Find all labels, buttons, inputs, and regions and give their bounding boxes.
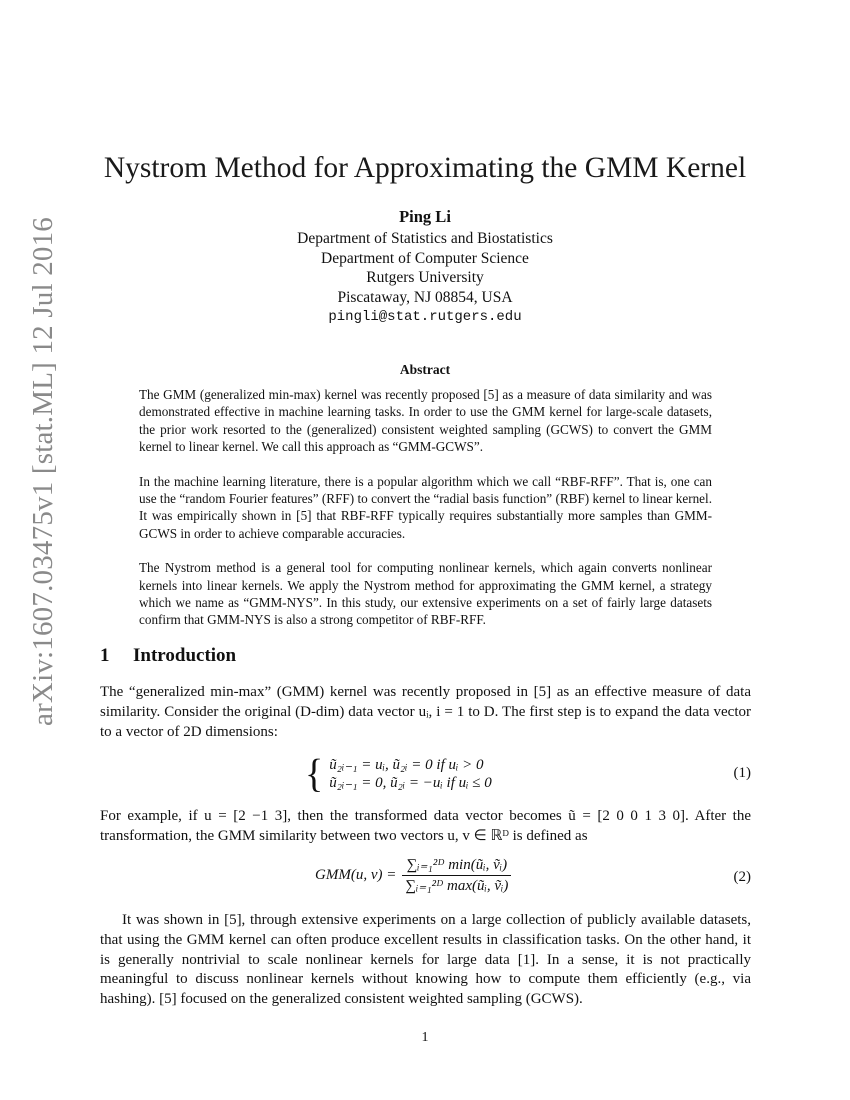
author-email: pingli@stat.rutgers.edu: [328, 309, 522, 325]
body-paragraph-1: The “generalized min-max” (GMM) kernel was recently proposed in [5] as an effective measure of data similarity. Consider the original (D-dim) data vector uᵢ, i = 1 to D. The first step is to expand the data vector to a vector of 2D dimensions:: [100, 684, 751, 740]
left-brace-glyph: {: [305, 751, 324, 797]
body-paragraph-3: It was shown in [5], through extensive experiments on a large collection of publicly available datasets, that using the GMM kernel can often produce excellent results in classification tasks. On the other hand, it is generally nontrivial to scale nonlinear kernels for large data [1]. In a sense, it is not practically meaningful to discuss nonlinear kernels without knowing how to compute them efficiently (e.g., via hashing). [5] focused on the generalized consistent weighted sampling (GCWS).: [100, 912, 751, 1008]
abstract-heading: Abstract: [399, 362, 451, 377]
affiliation-line-2: Department of Computer Science: [321, 249, 529, 267]
equation-2-number: (2): [733, 869, 751, 885]
affiliation-line-1: Department of Statistics and Biostatistics: [297, 230, 553, 247]
abstract-paragraph-1: The GMM (generalized min-max) kernel was recently proposed [5] as a measure of data similarity and was demonstrated effective in machine learning tasks. In order to use the GMM kernel for large-scale datasets, the prior work resorted to the (generalized) consistent weighted sampling (GCWS) to convert the GMM kernel to linear kernel. We call this approach as “GMM-GCWS”.: [139, 387, 712, 455]
abstract-paragraph-2: In the machine learning literature, there is a popular algorithm which we call “RBF-RFF”. That is, one can use the “random Fourier features” (RFF) to convert the “radial basis function” (RBF) kernel to linear kernel. It was empirically shown in [5] that RBF-RFF typically requires substantially more samples than GMM-GCWS in order to achieve comparable accuracies.: [139, 473, 712, 541]
affiliation-line-3: Rutgers University: [366, 269, 484, 286]
equation-2-numerator: ∑ᵢ₌₁²ᴰ min(ũᵢ, ṽᵢ): [406, 857, 508, 873]
equation-2: [100, 856, 751, 898]
body-paragraph-2: For example, if u = [2 −1 3], then the transformed data vector becomes ũ = [2 0 0 1 3 0]. After the transformation, the GMM similarity between two vectors u, v ∈ ℝᴰ is defined as: [100, 808, 751, 844]
equation-1-number: (1): [733, 765, 751, 781]
section-title: Introduction: [133, 645, 237, 666]
body-paragraph-3-block: [100, 911, 751, 1010]
abstract: [139, 386, 712, 646]
equation-1-line-1: ũ₂ᵢ₋₁ = uᵢ, ũ₂ᵢ = 0 if uᵢ > 0: [329, 757, 484, 773]
section-heading: [100, 645, 236, 667]
fraction-bar: [402, 875, 511, 876]
author-block: [0, 207, 850, 327]
equation-1: [100, 751, 751, 797]
author-name: Ping Li: [399, 207, 451, 226]
equation-1-line-2: ũ₂ᵢ₋₁ = 0, ũ₂ᵢ = −uᵢ if uᵢ ≤ 0: [329, 775, 492, 791]
equation-2-lhs: GMM(u, v) =: [315, 867, 397, 883]
section-number: 1: [100, 645, 110, 666]
paper-title: Nystrom Method for Approximating the GMM Kernel: [103, 152, 747, 184]
abstract-paragraph-3: The Nystrom method is a general tool for computing nonlinear kernels, which again converts nonlinear kernels into linear kernels. We apply the Nystrom method for approximating the GMM kernel, a strategy which we name as “GMM-NYS”. In this study, our extensive experiments on a set of fairly large datasets confirm that GMM-NYS is also a strong competitor of RBF-RFF.: [139, 560, 712, 628]
body-paragraph-2-block: [100, 807, 751, 847]
arxiv-identifier: arXiv:1607.03475v1 [stat.ML] 12 Jul 2016: [26, 216, 59, 727]
page-number: 1: [421, 1030, 429, 1045]
equation-1-cases: [305, 751, 492, 797]
equation-2-denominator: ∑ᵢ₌₁²ᴰ max(ũᵢ, ṽᵢ): [405, 878, 509, 894]
affiliation-line-4: Piscataway, NJ 08854, USA: [337, 288, 513, 306]
equation-2-fraction: [315, 856, 511, 895]
body-paragraph-1-block: [100, 683, 751, 742]
